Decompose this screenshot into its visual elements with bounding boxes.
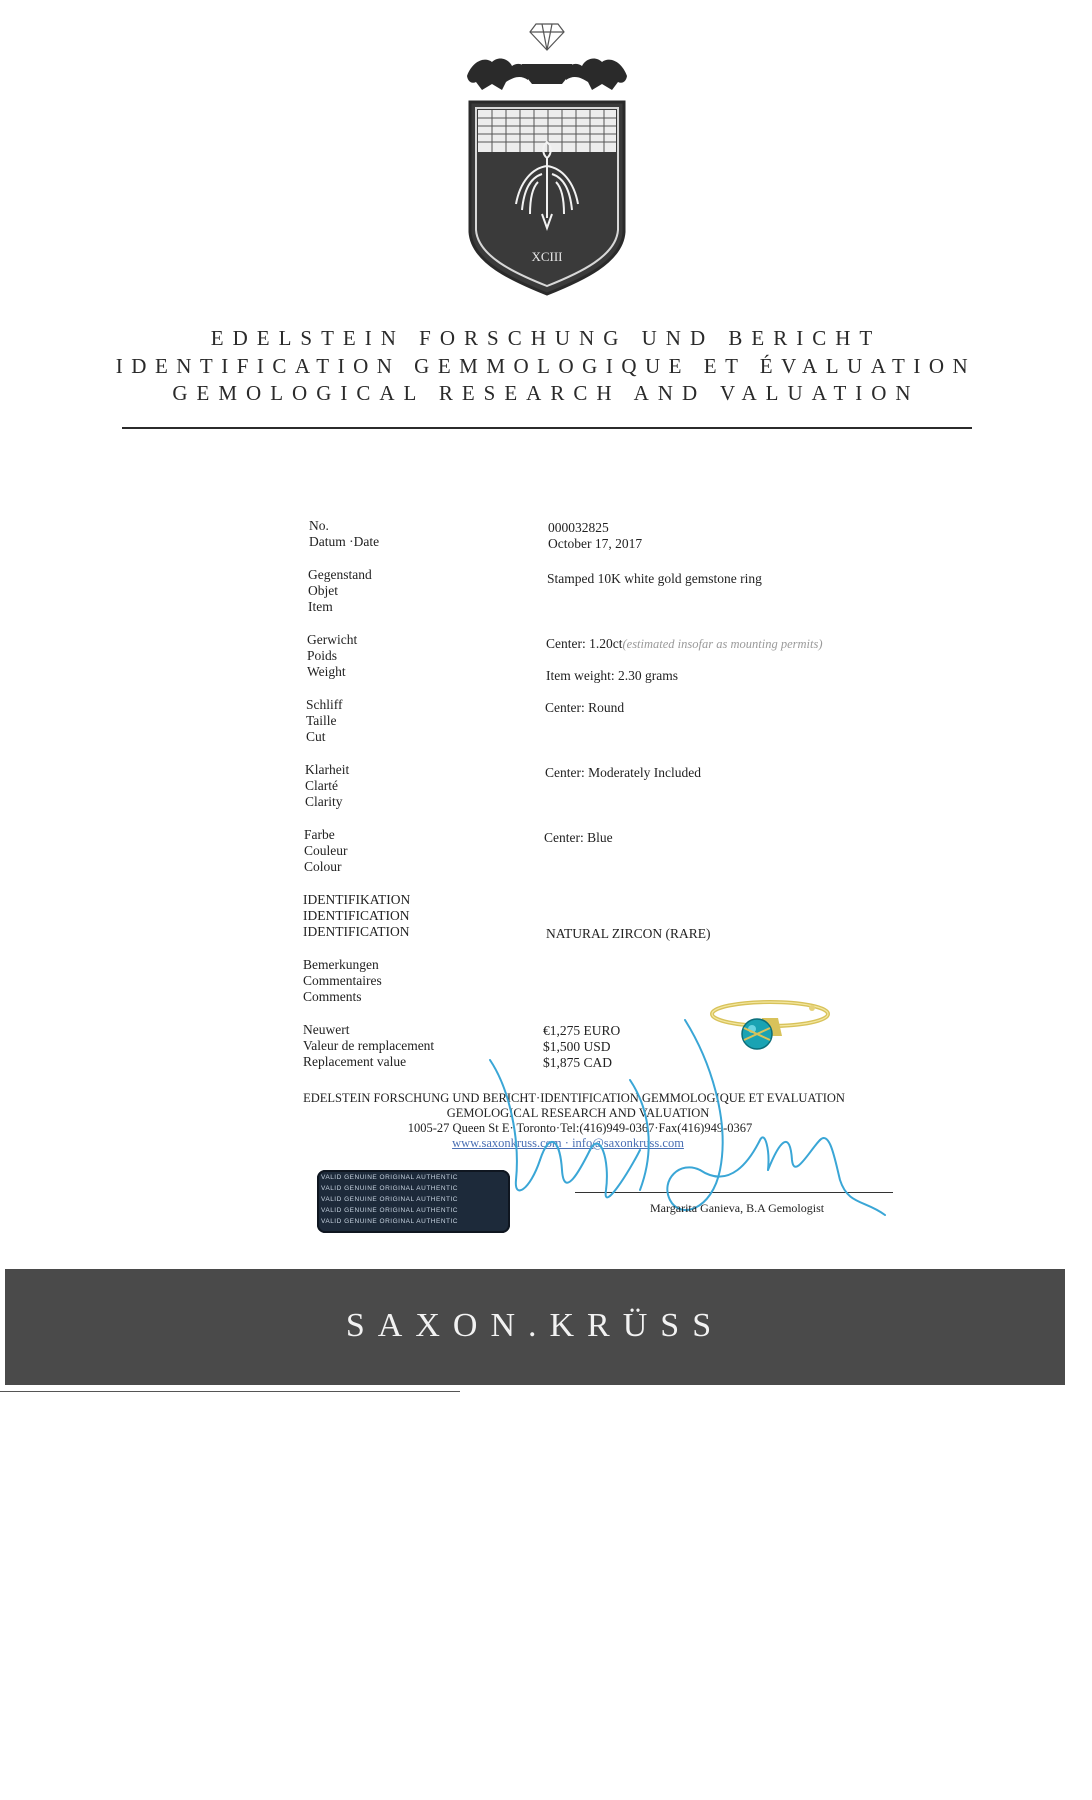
identification-value: NATURAL ZIRCON (RARE)	[546, 926, 711, 941]
header-divider	[122, 427, 972, 429]
field-label: Poids	[307, 648, 338, 663]
footer-line-2: GEMOLOGICAL RESEARCH AND VALUATION	[446, 1106, 710, 1120]
cut-line	[0, 1391, 460, 1392]
seal-text: VALID GENUINE ORIGINAL AUTHENTIC	[321, 1196, 458, 1203]
field-label: IDENTIFIKATION	[303, 892, 411, 907]
field-label: Gerwicht	[307, 632, 358, 647]
crest-logo	[462, 18, 632, 300]
report-date: October 17, 2017	[548, 536, 643, 551]
field-label: Gegenstand	[308, 567, 372, 582]
field-label: Taille	[306, 713, 337, 728]
clarity-value: Center: Moderately Included	[545, 765, 701, 780]
field-label: Objet	[308, 583, 338, 598]
field-label: Item	[308, 599, 333, 614]
value-usd: $1,500 USD	[543, 1039, 611, 1054]
weight-value	[546, 636, 822, 652]
field-label: Schliff	[306, 697, 343, 712]
weight-note: (estimated insofar as mounting permits)	[622, 637, 823, 651]
header-german: EDELSTEIN FORSCHUNG UND BERICHT	[210, 326, 882, 350]
field-label: Replacement value	[303, 1054, 407, 1069]
header-english: GEMOLOGICAL RESEARCH AND VALUATION	[172, 381, 920, 405]
header-french: IDENTIFICATION GEMMOLOGIQUE ET ÉVALUATION	[115, 354, 977, 378]
diamond-icon	[530, 24, 564, 50]
field-label: Couleur	[304, 843, 348, 858]
field-label: IDENTIFICATION	[303, 924, 410, 939]
value-euro: €1,275 EURO	[543, 1023, 621, 1038]
seal-text: VALID GENUINE ORIGINAL AUTHENTIC	[321, 1207, 458, 1214]
brand-name: SAXON.KRÜSS	[345, 1307, 725, 1344]
field-label: Comments	[303, 989, 362, 1004]
item-value: Stamped 10K white gold gemstone ring	[547, 571, 762, 586]
report-number: 000032825	[548, 520, 609, 535]
footer-address: 1005-27 Queen St E· Toronto·Tel:(416)949-0367·Fax(416)949-0367	[407, 1121, 753, 1135]
colour-value: Center: Blue	[544, 830, 613, 845]
field-label: IDENTIFICATION	[303, 908, 410, 923]
seal-text: VALID GENUINE ORIGINAL AUTHENTIC	[321, 1218, 458, 1225]
seal-text: VALID GENUINE ORIGINAL AUTHENTIC	[321, 1185, 458, 1192]
griffins-crest	[467, 59, 627, 90]
signer-name: Margarita Ganieva, B.A Gemologist	[650, 1201, 825, 1215]
item-weight: Item weight: 2.30 grams	[546, 668, 678, 683]
field-label: Valeur de remplacement	[303, 1038, 435, 1053]
field-label: Clarté	[305, 778, 338, 793]
footer-links[interactable]: www.saxonkruss.com · info@saxonkruss.com	[452, 1136, 684, 1150]
field-label: Cut	[306, 729, 326, 744]
field-label: Datum ·Date	[309, 534, 380, 549]
field-label: Bemerkungen	[303, 957, 379, 972]
field-label: Farbe	[304, 827, 335, 842]
field-label: Clarity	[305, 794, 343, 809]
seal-text: VALID GENUINE ORIGINAL AUTHENTIC	[321, 1174, 458, 1181]
field-label: No.	[309, 518, 329, 533]
field-label: Klarheit	[305, 762, 350, 777]
field-label: Neuwert	[303, 1022, 350, 1037]
field-label: Weight	[307, 664, 346, 679]
value-cad: $1,875 CAD	[543, 1055, 613, 1070]
handwritten-signature	[480, 1000, 900, 1230]
footer-line-1: EDELSTEIN FORSCHUNG UND BERICHT·IDENTIFICATION GEMMOLOGIQUE ET EVALUATION	[303, 1091, 845, 1105]
crest-numeral: XCIII	[531, 249, 563, 264]
cut-value: Center: Round	[545, 700, 625, 715]
field-label: Colour	[304, 859, 342, 874]
center-weight: Center: 1.20ct	[546, 636, 623, 651]
field-label: Commentaires	[303, 973, 382, 988]
